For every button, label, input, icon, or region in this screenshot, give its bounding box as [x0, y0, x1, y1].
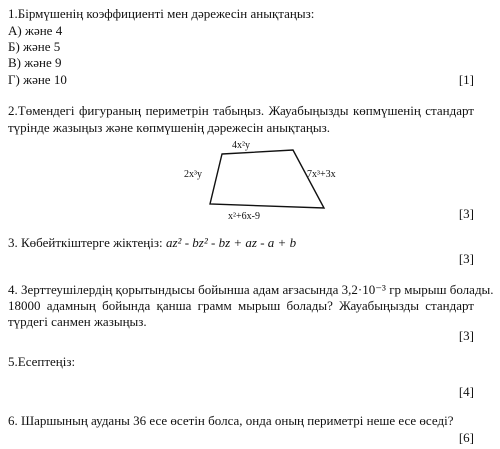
q1-option-a: А) және 4 — [8, 23, 63, 38]
q4-text-line1: 4. Зерттеушілердің қорытындысы бойынша адам ағзасында 3,2·10⁻³ гр мырыш болады. — [8, 282, 494, 297]
q4-mark: [3] — [458, 328, 474, 343]
q1-option-c: В) және 9 — [8, 55, 62, 70]
q3-expression: az² - bz² - bz + az - a + b — [166, 235, 297, 250]
q3-label: 3. Көбейткіштерге жіктеңіз: — [8, 235, 163, 250]
side-label-left: 2x³y — [184, 169, 202, 180]
q3-mark: [3] — [458, 251, 474, 266]
side-label-right: 7x³+3x — [307, 169, 336, 180]
q2-text-line1: 2.Төмендегі фигураның периметрін табыңыз. Жауабыңызды көпмүшенің стандарт — [8, 103, 474, 118]
q1-option-b: Б) және 5 — [8, 39, 61, 54]
q5-mark: [4] — [458, 384, 474, 399]
q1-title: 1.Бірмүшенің коэффициенті мен дәрежесін анықтаңыз: — [8, 6, 315, 21]
q1-mark: [1] — [458, 72, 474, 87]
q6-mark: [6] — [458, 430, 474, 445]
side-label-top: 4x²y — [232, 140, 250, 151]
q2-mark: [3] — [458, 206, 474, 221]
side-label-bottom: x²+6x-9 — [228, 211, 260, 222]
q6-title: 6. Шаршының ауданы 36 есе өсетін болса, онда оның периметрі неше есе өседі? — [8, 413, 454, 428]
q4-text-line3: түрдегі санмен жазыңыз. — [8, 314, 147, 329]
q5-title: 5.Есептеңіз: — [8, 354, 76, 369]
q2-text-line2: түрінде жазыңыз және көпмүшенің дәрежесін анықтаңыз. — [8, 120, 330, 135]
q4-text-line2: 18000 адамның бойында қанша грамм мырыш болады? Жауабыңызды стандарт — [8, 298, 474, 313]
q1-option-d: Г) және 10 — [8, 72, 67, 87]
